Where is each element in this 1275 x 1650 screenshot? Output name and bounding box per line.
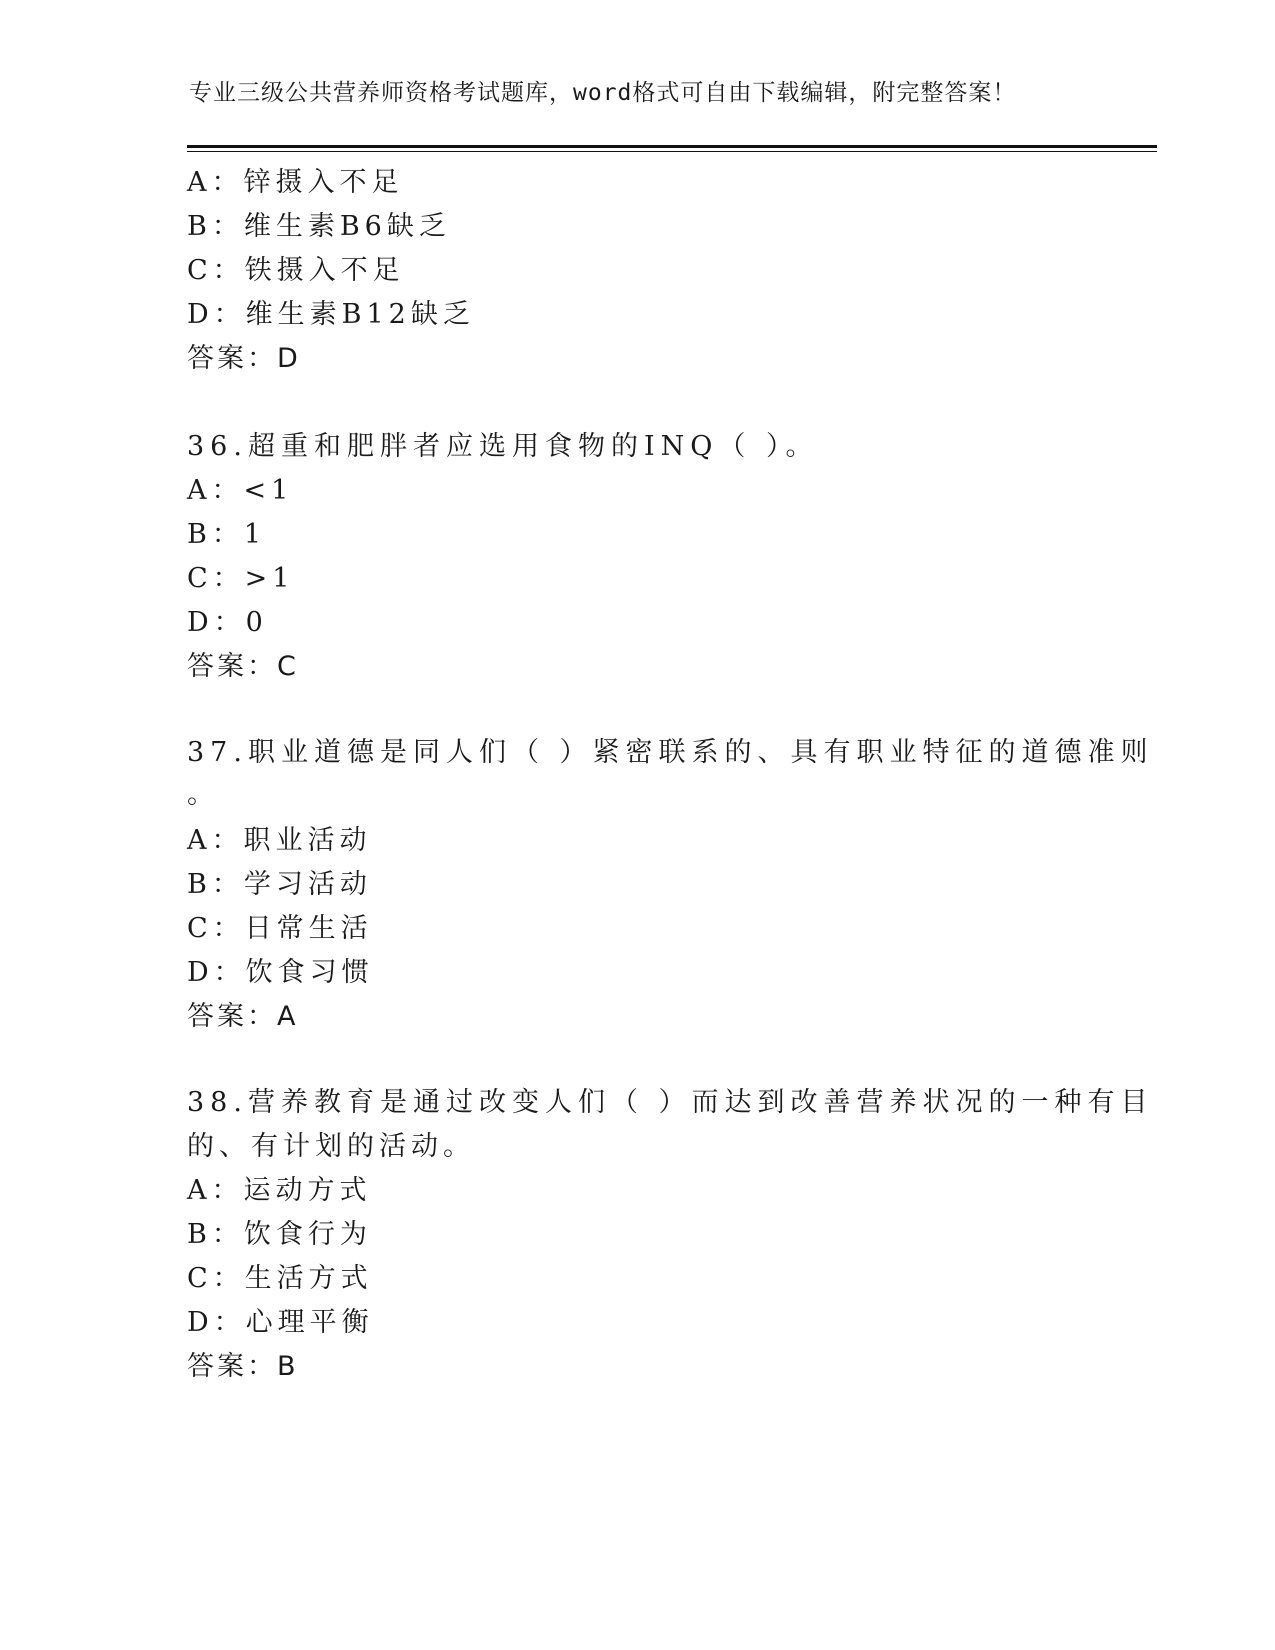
q37-option-d: D：饮食习惯 (187, 957, 374, 988)
q37-option-c: C：日常生活 (187, 913, 373, 944)
q37-stem-line2: 。 (187, 779, 219, 810)
q38-answer: 答案：B (187, 1351, 299, 1382)
q36-answer: 答案：C (187, 651, 299, 682)
q35-option-a: A：锌摄入不足 (187, 167, 404, 198)
q38-stem-line2: 的、有计划的活动。 (187, 1131, 475, 1162)
q38-option-d: D：心理平衡 (187, 1307, 374, 1338)
q35-option-d: D：维生素B12缺乏 (187, 299, 475, 330)
q38-stem-line1: 38.营养教育是通过改变人们（ ）而达到改善营养状况的一种有目 (187, 1087, 1154, 1118)
q36-option-c: C：>1 (187, 563, 295, 594)
q36-option-b: B：1 (187, 519, 267, 550)
q36-option-d: D：0 (187, 607, 268, 638)
q37-answer: 答案：A (187, 1001, 299, 1032)
q38-option-b: B：饮食行为 (187, 1219, 372, 1250)
q38-option-a: A：运动方式 (187, 1175, 372, 1206)
q37-option-b: B：学习活动 (187, 869, 372, 900)
header-rule-thin (187, 151, 1157, 152)
q37-option-a: A：职业活动 (187, 825, 372, 856)
q35-option-b: B：维生素B6缺乏 (187, 211, 451, 242)
q38-option-c: C：生活方式 (187, 1263, 373, 1294)
page-header: 专业三级公共营养师资格考试题库，word格式可自由下载编辑，附完整答案！ (189, 80, 1017, 106)
q36-stem: 36.超重和肥胖者应选用食物的INQ（ ）。 (187, 431, 819, 462)
q35-option-c: C：铁摄入不足 (187, 255, 405, 286)
header-rule-thick (187, 145, 1157, 148)
q35-answer: 答案：D (187, 343, 301, 374)
q36-option-a: A：<1 (187, 475, 294, 506)
q37-stem-line1: 37.职业道德是同人们（ ）紧密联系的、具有职业特征的道德准则 (187, 737, 1154, 768)
